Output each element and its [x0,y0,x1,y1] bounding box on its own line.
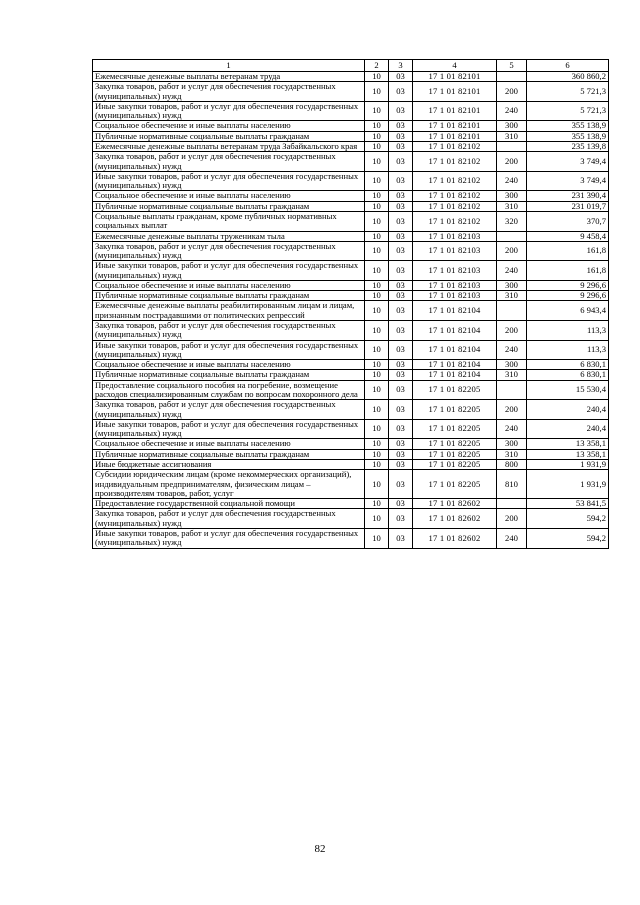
subsection-cell: 03 [389,211,413,231]
expense-name-cell: Закупка товаров, работ и услуг для обеспечения государственных (муниципальных) нужд [93,509,365,529]
amount-cell: 9 458,4 [527,231,609,241]
section-cell: 10 [365,280,389,290]
subsection-cell: 03 [389,152,413,172]
expense-name-cell: Социальное обеспечение и иные выплаты населению [93,191,365,201]
subsection-cell: 03 [389,499,413,509]
amount-cell: 5 721,3 [527,101,609,121]
subsection-cell: 03 [389,340,413,360]
section-cell: 10 [365,499,389,509]
column-header-6: 6 [527,60,609,72]
section-cell: 10 [365,82,389,102]
subsection-cell: 03 [389,470,413,499]
table-row [93,449,609,459]
section-cell: 10 [365,131,389,141]
subsection-cell: 03 [389,301,413,321]
expense-type-cell: 310 [497,449,527,459]
table-row [93,370,609,380]
target-item-cell: 17 1 01 82602 [413,528,497,548]
expense-type-cell [497,499,527,509]
subsection-cell: 03 [389,121,413,131]
expense-type-cell: 200 [497,400,527,420]
expense-type-cell: 810 [497,470,527,499]
amount-cell: 594,2 [527,528,609,548]
table-row [93,191,609,201]
expense-name-cell: Социальные выплаты гражданам, кроме публичных нормативных социальных выплат [93,211,365,231]
expense-name-cell: Закупка товаров, работ и услуг для обеспечения государственных (муниципальных) нужд [93,400,365,420]
subsection-cell: 03 [389,509,413,529]
section-cell: 10 [365,231,389,241]
expense-name-cell: Закупка товаров, работ и услуг для обеспечения государственных (муниципальных) нужд [93,82,365,102]
target-item-cell: 17 1 01 82104 [413,360,497,370]
section-cell: 10 [365,380,389,400]
section-cell: 10 [365,121,389,131]
expense-name-cell: Публичные нормативные социальные выплаты гражданам [93,201,365,211]
expense-name-cell: Иные закупки товаров, работ и услуг для обеспечения государственных (муниципальных) нужд [93,340,365,360]
target-item-cell: 17 1 01 82104 [413,321,497,341]
target-item-cell: 17 1 01 82103 [413,231,497,241]
table-row [93,201,609,211]
target-item-cell: 17 1 01 82205 [413,400,497,420]
subsection-cell: 03 [389,171,413,191]
section-cell: 10 [365,261,389,281]
expense-name-cell: Публичные нормативные социальные выплаты гражданам [93,131,365,141]
subsection-cell: 03 [389,321,413,341]
target-item-cell: 17 1 01 82103 [413,241,497,261]
target-item-cell: 17 1 01 82205 [413,419,497,439]
amount-cell: 231 390,4 [527,191,609,201]
section-cell: 10 [365,470,389,499]
subsection-cell: 03 [389,449,413,459]
target-item-cell: 17 1 01 82205 [413,449,497,459]
subsection-cell: 03 [389,191,413,201]
subsection-cell: 03 [389,280,413,290]
expense-type-cell [497,301,527,321]
expense-type-cell: 240 [497,528,527,548]
expense-type-cell: 310 [497,131,527,141]
section-cell: 10 [365,321,389,341]
expense-name-cell: Иные закупки товаров, работ и услуг для обеспечения государственных (муниципальных) нужд [93,261,365,281]
section-cell: 10 [365,301,389,321]
subsection-cell: 03 [389,201,413,211]
expense-type-cell: 240 [497,101,527,121]
target-item-cell: 17 1 01 82102 [413,211,497,231]
expense-name-cell: Ежемесячные денежные выплаты ветеранам труда [93,72,365,82]
section-cell: 10 [365,340,389,360]
target-item-cell: 17 1 01 82102 [413,171,497,191]
target-item-cell: 17 1 01 82101 [413,101,497,121]
amount-cell: 1 931,9 [527,470,609,499]
amount-cell: 370,7 [527,211,609,231]
expense-type-cell: 310 [497,370,527,380]
table-body [93,72,609,549]
target-item-cell: 17 1 01 82103 [413,261,497,281]
table-row [93,141,609,151]
expense-name-cell: Социальное обеспечение и иные выплаты населению [93,439,365,449]
table-row [93,340,609,360]
target-item-cell: 17 1 01 82104 [413,340,497,360]
table-row [93,291,609,301]
table-row [93,261,609,281]
amount-cell: 113,3 [527,340,609,360]
expense-name-cell: Ежемесячные денежные выплаты труженикам тыла [93,231,365,241]
amount-cell: 9 296,6 [527,291,609,301]
amount-cell: 1 931,9 [527,459,609,469]
amount-cell: 355 138,9 [527,131,609,141]
subsection-cell: 03 [389,141,413,151]
section-cell: 10 [365,211,389,231]
table-row [93,380,609,400]
target-item-cell: 17 1 01 82101 [413,82,497,102]
table-row [93,439,609,449]
expense-name-cell: Социальное обеспечение и иные выплаты населению [93,121,365,131]
table-row [93,211,609,231]
section-cell: 10 [365,370,389,380]
section-cell: 10 [365,400,389,420]
amount-cell: 6 830,1 [527,370,609,380]
expense-name-cell: Социальное обеспечение и иные выплаты населению [93,280,365,290]
expense-type-cell: 300 [497,360,527,370]
table-row [93,528,609,548]
expense-name-cell: Закупка товаров, работ и услуг для обеспечения государственных (муниципальных) нужд [93,321,365,341]
expense-name-cell: Публичные нормативные социальные выплаты гражданам [93,291,365,301]
table-row [93,470,609,499]
target-item-cell: 17 1 01 82101 [413,131,497,141]
expense-type-cell: 300 [497,121,527,131]
amount-cell: 240,4 [527,400,609,420]
expense-name-cell: Публичные нормативные социальные выплаты гражданам [93,449,365,459]
expense-name-cell: Иные закупки товаров, работ и услуг для обеспечения государственных (муниципальных) нужд [93,101,365,121]
subsection-cell: 03 [389,82,413,102]
subsection-cell: 03 [389,360,413,370]
amount-cell: 161,8 [527,241,609,261]
expense-name-cell: Ежемесячные денежные выплаты ветеранам труда Забайкальского края [93,141,365,151]
expense-name-cell: Субсидии юридическим лицам (кроме некоммерческих организаций), индивидуальным предпринимателям, физическим лицам – производителям товаров, работ, услуг [93,470,365,499]
table-row [93,400,609,420]
subsection-cell: 03 [389,261,413,281]
section-cell: 10 [365,241,389,261]
expense-type-cell: 240 [497,171,527,191]
table-row [93,131,609,141]
table-row [93,101,609,121]
expense-name-cell: Закупка товаров, работ и услуг для обеспечения государственных (муниципальных) нужд [93,152,365,172]
target-item-cell: 17 1 01 82205 [413,380,497,400]
table-row [93,509,609,529]
subsection-cell: 03 [389,241,413,261]
expense-type-cell: 320 [497,211,527,231]
target-item-cell: 17 1 01 82101 [413,121,497,131]
target-item-cell: 17 1 01 82205 [413,459,497,469]
amount-cell: 53 841,5 [527,499,609,509]
table-row [93,459,609,469]
section-cell: 10 [365,528,389,548]
expense-type-cell: 300 [497,191,527,201]
amount-cell: 5 721,3 [527,82,609,102]
section-cell: 10 [365,509,389,529]
expense-type-cell: 800 [497,459,527,469]
column-header-2: 2 [365,60,389,72]
target-item-cell: 17 1 01 82102 [413,141,497,151]
section-cell: 10 [365,201,389,211]
subsection-cell: 03 [389,131,413,141]
column-header-3: 3 [389,60,413,72]
section-cell: 10 [365,191,389,201]
expense-type-cell [497,231,527,241]
table-row [93,499,609,509]
target-item-cell: 17 1 01 82104 [413,301,497,321]
expense-name-cell: Закупка товаров, работ и услуг для обеспечения государственных (муниципальных) нужд [93,241,365,261]
expense-type-cell [497,380,527,400]
target-item-cell: 17 1 01 82205 [413,470,497,499]
expense-type-cell: 200 [497,509,527,529]
amount-cell: 161,8 [527,261,609,281]
expense-type-cell: 240 [497,261,527,281]
subsection-cell: 03 [389,459,413,469]
target-item-cell: 17 1 01 82602 [413,499,497,509]
table-row [93,121,609,131]
section-cell: 10 [365,291,389,301]
column-header-5: 5 [497,60,527,72]
section-cell: 10 [365,459,389,469]
amount-cell: 3 749,4 [527,152,609,172]
expense-type-cell: 200 [497,152,527,172]
section-cell: 10 [365,439,389,449]
expense-name-cell: Иные закупки товаров, работ и услуг для обеспечения государственных (муниципальных) нужд [93,171,365,191]
section-cell: 10 [365,360,389,370]
amount-cell: 6 943,4 [527,301,609,321]
amount-cell: 235 139,8 [527,141,609,151]
amount-cell: 13 358,1 [527,439,609,449]
amount-cell: 15 530,4 [527,380,609,400]
subsection-cell: 03 [389,400,413,420]
target-item-cell: 17 1 01 82102 [413,152,497,172]
table-row [93,171,609,191]
table-row [93,301,609,321]
section-cell: 10 [365,171,389,191]
table-row [93,82,609,102]
amount-cell: 231 019,7 [527,201,609,211]
table-row [93,72,609,82]
expense-name-cell: Ежемесячные денежные выплаты реабилитированным лицам и лицам, признанным пострадавшими от политических репрессий [93,301,365,321]
section-cell: 10 [365,419,389,439]
amount-cell: 240,4 [527,419,609,439]
expense-type-cell: 310 [497,291,527,301]
section-cell: 10 [365,101,389,121]
expense-type-cell [497,141,527,151]
subsection-cell: 03 [389,101,413,121]
amount-cell: 6 830,1 [527,360,609,370]
section-cell: 10 [365,72,389,82]
expense-name-cell: Предоставление социального пособия на погребение, возмещение расходов специализированным службам по вопросам похоронного дела [93,380,365,400]
table-row [93,360,609,370]
amount-cell: 113,3 [527,321,609,341]
expense-name-cell: Публичные нормативные социальные выплаты гражданам [93,370,365,380]
section-cell: 10 [365,449,389,459]
amount-cell: 13 358,1 [527,449,609,459]
amount-cell: 3 749,4 [527,171,609,191]
expense-type-cell [497,72,527,82]
expense-type-cell: 200 [497,82,527,102]
section-cell: 10 [365,152,389,172]
expense-type-cell: 300 [497,439,527,449]
subsection-cell: 03 [389,72,413,82]
table-row [93,152,609,172]
target-item-cell: 17 1 01 82102 [413,201,497,211]
expense-name-cell: Иные закупки товаров, работ и услуг для обеспечения государственных (муниципальных) нужд [93,528,365,548]
subsection-cell: 03 [389,370,413,380]
amount-cell: 355 138,9 [527,121,609,131]
amount-cell: 9 296,6 [527,280,609,290]
expense-name-cell: Предоставление государственной социальной помощи [93,499,365,509]
target-item-cell: 17 1 01 82102 [413,191,497,201]
table-row [93,419,609,439]
section-cell: 10 [365,141,389,151]
expense-type-cell: 300 [497,280,527,290]
expense-name-cell: Социальное обеспечение и иные выплаты населению [93,360,365,370]
subsection-cell: 03 [389,419,413,439]
table-row [93,231,609,241]
table-row [93,280,609,290]
table-row [93,241,609,261]
subsection-cell: 03 [389,528,413,548]
subsection-cell: 03 [389,439,413,449]
target-item-cell: 17 1 01 82602 [413,509,497,529]
target-item-cell: 17 1 01 82103 [413,280,497,290]
page-number: 82 [314,843,326,855]
expense-type-cell: 200 [497,321,527,341]
table-header-row [93,60,609,72]
column-header-1: 1 [93,60,365,72]
table-row [93,321,609,341]
amount-cell: 360 860,2 [527,72,609,82]
expense-type-cell: 240 [497,340,527,360]
expense-type-cell: 310 [497,201,527,211]
column-header-4: 4 [413,60,497,72]
subsection-cell: 03 [389,291,413,301]
expense-type-cell: 240 [497,419,527,439]
subsection-cell: 03 [389,231,413,241]
target-item-cell: 17 1 01 82205 [413,439,497,449]
expense-type-cell: 200 [497,241,527,261]
target-item-cell: 17 1 01 82103 [413,291,497,301]
expense-name-cell: Иные закупки товаров, работ и услуг для обеспечения государственных (муниципальных) нужд [93,419,365,439]
budget-table [92,59,609,549]
amount-cell: 594,2 [527,509,609,529]
target-item-cell: 17 1 01 82104 [413,370,497,380]
expense-name-cell: Иные бюджетные ассигнования [93,459,365,469]
target-item-cell: 17 1 01 82101 [413,72,497,82]
subsection-cell: 03 [389,380,413,400]
